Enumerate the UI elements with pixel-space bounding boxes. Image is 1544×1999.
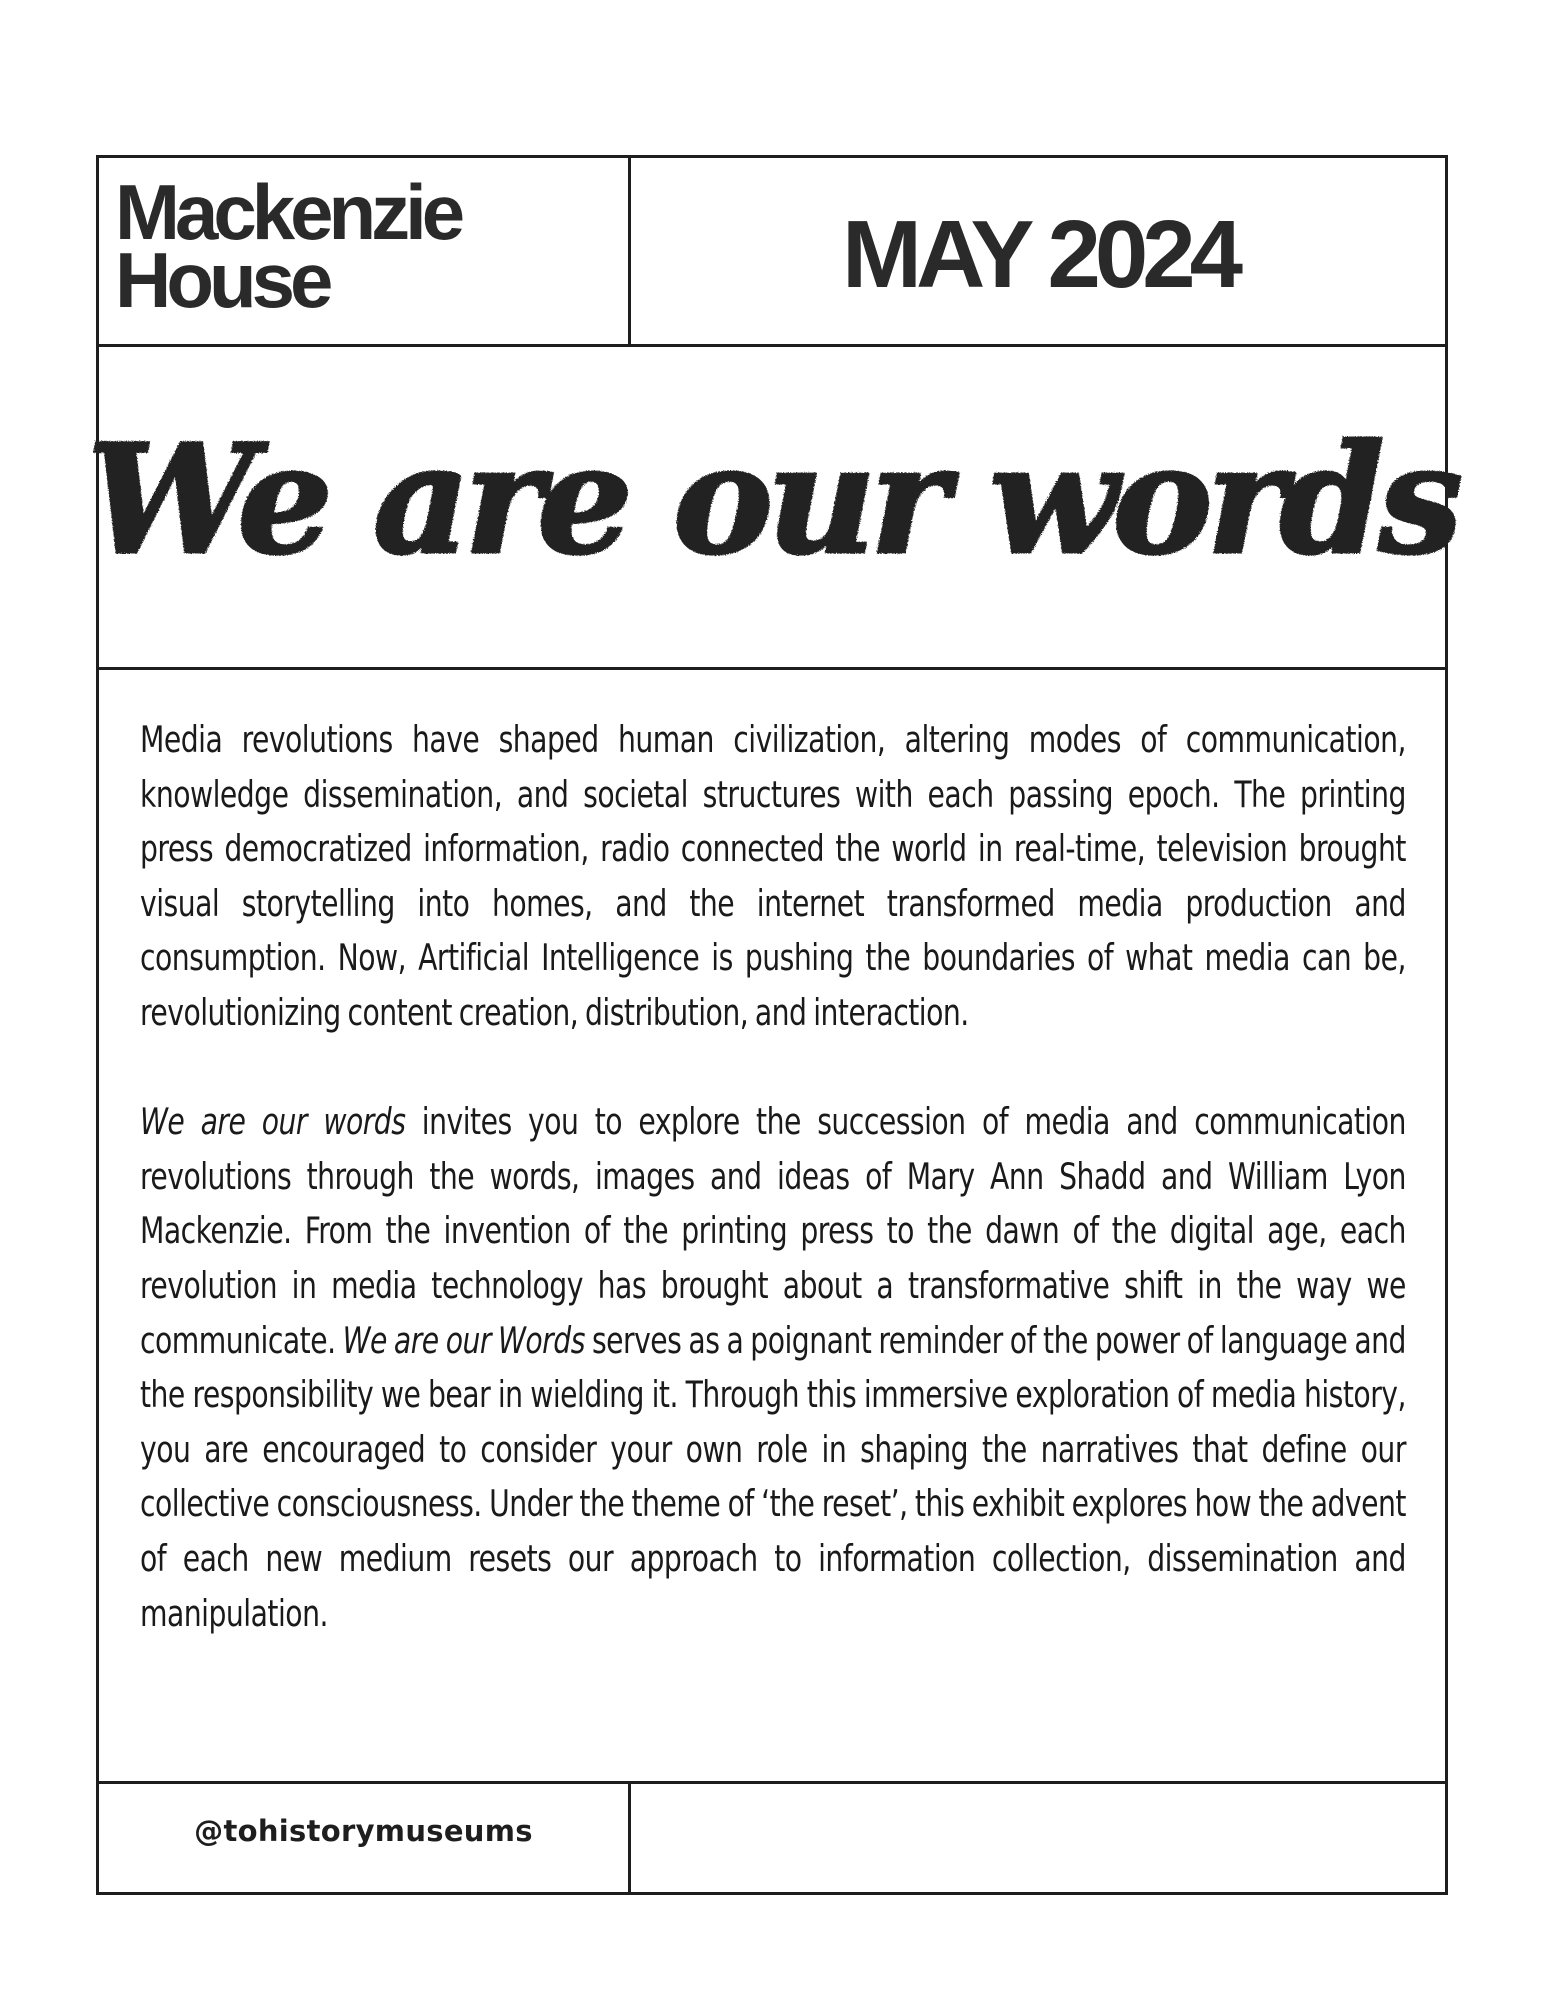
social-handle: @tohistorymuseums (194, 1814, 533, 1848)
paragraph-2-text-b: serves as a poignant reminder of the power of language and the responsibility we bear in wielding it. Through this immersive exploration of media history, you are encouraged to consider your own role in shaping the narratives that define our collective consciousness. Under the theme of ‘the reset’, this exhibit explores how the advent of each new medium resets our approach to information collection, dissemination and manipulation. (140, 1318, 1406, 1635)
description-paragraph-1: Media revolutions have shaped human civilization, altering modes of communication, knowledge dissemination, and societal structures with each passing epoch. The printing press democratized information, radio connected the world in real-time, television brought visual storytelling into homes, and the internet transformed media production and consumption. Now, Artificial Intelligence is pushing the boundaries of what media can be, revolutionizing content creation, distribution, and interaction. (140, 718, 1406, 1034)
exhibit-title-text: We are our words (87, 412, 1457, 588)
paragraph-2-text-a: invites you to explore the succession of media and communication revolutions through the words, images and ideas of Mary Ann Shadd and William Lyon Mackenzie. From the invention of the printing press to the dawn of the digital age, each revolution in media technology has brought about a transformative shift in the way we communicate. (140, 1100, 1406, 1362)
title-rule (99, 667, 1445, 670)
venue-line-2: House (115, 236, 329, 324)
paragraph-2-title-2: We are our Words (342, 1318, 585, 1362)
footer-empty-cell (631, 1784, 1445, 1892)
venue-name (115, 168, 615, 324)
venue-line-1: Mackenzie (115, 168, 461, 256)
paragraph-2-title: We are our words (140, 1100, 406, 1144)
description-paragraph-2 (140, 1095, 1406, 1641)
exhibit-title-script (87, 377, 1457, 637)
poster-frame (87, 155, 1457, 1895)
exhibit-date: MAY 2024 (841, 201, 1237, 308)
exhibit-description (140, 713, 1406, 1641)
exhibit-title-banner (87, 347, 1457, 667)
